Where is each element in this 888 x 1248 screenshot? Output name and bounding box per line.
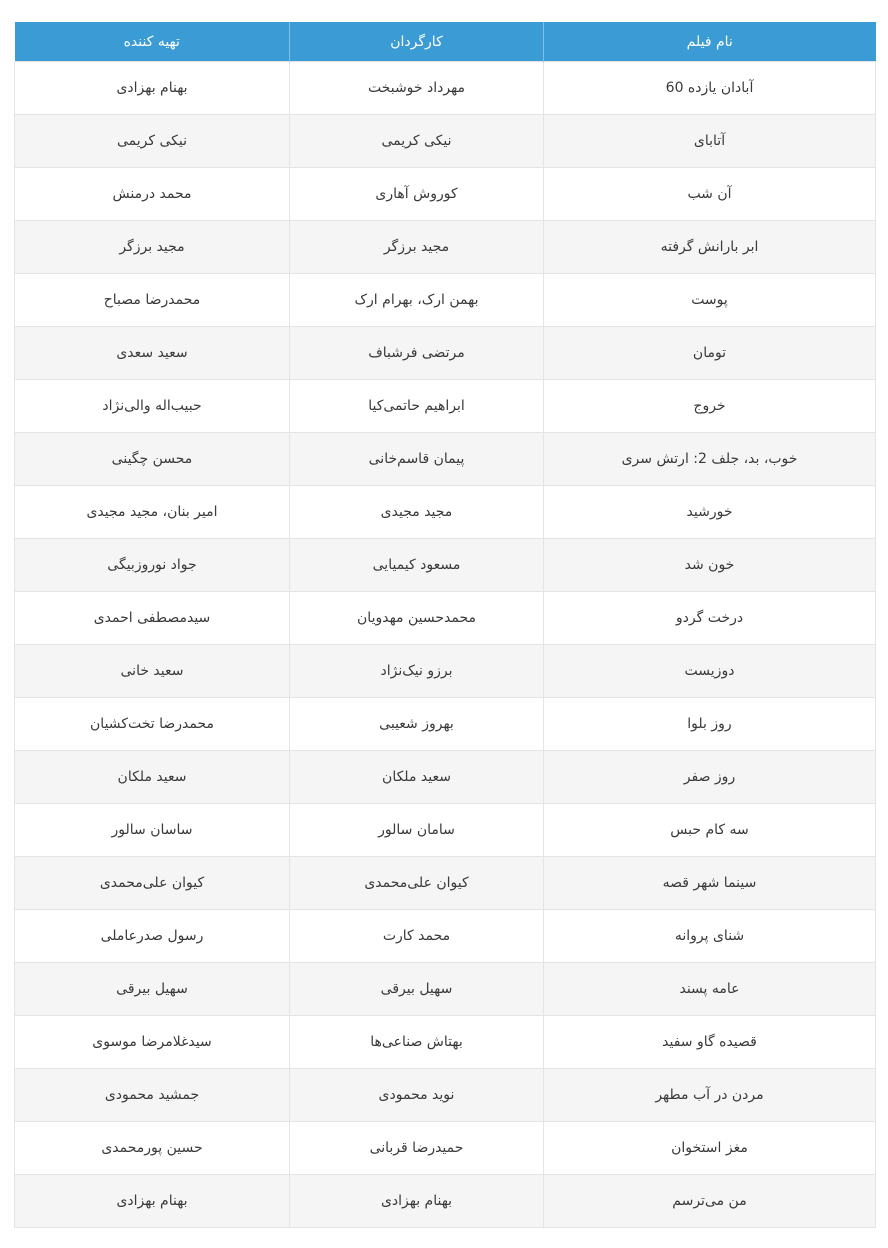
table-row bbox=[15, 168, 876, 221]
table-row bbox=[15, 62, 876, 115]
cell-producer: بهنام بهزادی bbox=[15, 1175, 290, 1228]
cell-director: نوید محمودی bbox=[290, 1069, 544, 1122]
cell-film: خروج bbox=[544, 380, 876, 433]
cell-film: آبادان یازده 60 bbox=[544, 62, 876, 115]
table-row bbox=[15, 380, 876, 433]
cell-director: برزو نیک‌نژاد bbox=[290, 645, 544, 698]
cell-film: خوب، بد، جلف 2: ارتش سری bbox=[544, 433, 876, 486]
cell-producer: بهنام بهزادی bbox=[15, 62, 290, 115]
cell-director: محمد کارت bbox=[290, 910, 544, 963]
cell-producer: محسن چگینی bbox=[15, 433, 290, 486]
cell-director: مسعود کیمیایی bbox=[290, 539, 544, 592]
cell-director: ابراهیم حاتمی‌کیا bbox=[290, 380, 544, 433]
cell-director: محمدحسین مهدویان bbox=[290, 592, 544, 645]
cell-film: خون شد bbox=[544, 539, 876, 592]
cell-director: کوروش آهاری bbox=[290, 168, 544, 221]
cell-film: آن شب bbox=[544, 168, 876, 221]
cell-film: خورشید bbox=[544, 486, 876, 539]
cell-film: مردن در آب مطهر bbox=[544, 1069, 876, 1122]
header-row bbox=[15, 22, 876, 62]
cell-film: تومان bbox=[544, 327, 876, 380]
table-row bbox=[15, 433, 876, 486]
cell-producer: رسول صدرعاملی bbox=[15, 910, 290, 963]
cell-director: بهروز شعیبی bbox=[290, 698, 544, 751]
cell-director: مجید مجیدی bbox=[290, 486, 544, 539]
table-row bbox=[15, 221, 876, 274]
cell-producer: نیکی کریمی bbox=[15, 115, 290, 168]
table-row bbox=[15, 115, 876, 168]
cell-director: سعید ملکان bbox=[290, 751, 544, 804]
cell-director: بهتاش صناعی‌ها bbox=[290, 1016, 544, 1069]
cell-producer: سعید سعدی bbox=[15, 327, 290, 380]
cell-producer: جمشید محمودی bbox=[15, 1069, 290, 1122]
table-row bbox=[15, 751, 876, 804]
table-row bbox=[15, 1122, 876, 1175]
cell-producer: محمدرضا تخت‌کشیان bbox=[15, 698, 290, 751]
cell-director: نیکی کریمی bbox=[290, 115, 544, 168]
table-row bbox=[15, 274, 876, 327]
table-row bbox=[15, 486, 876, 539]
cell-film: پوست bbox=[544, 274, 876, 327]
cell-director: سامان سالور bbox=[290, 804, 544, 857]
table-row bbox=[15, 1175, 876, 1228]
cell-film: آتابای bbox=[544, 115, 876, 168]
cell-director: پیمان قاسم‌خانی bbox=[290, 433, 544, 486]
cell-director: بهمن ارک، بهرام ارک bbox=[290, 274, 544, 327]
cell-producer: حسین پورمحمدی bbox=[15, 1122, 290, 1175]
cell-film: ابر بارانش گرفته bbox=[544, 221, 876, 274]
table-row bbox=[15, 327, 876, 380]
cell-producer: کیوان علی‌محمدی bbox=[15, 857, 290, 910]
table-row bbox=[15, 804, 876, 857]
cell-film: سینما شهر قصه bbox=[544, 857, 876, 910]
table-row bbox=[15, 910, 876, 963]
cell-director: مرتضی فرشباف bbox=[290, 327, 544, 380]
cell-film: قصیده گاو سفید bbox=[544, 1016, 876, 1069]
cell-film: من می‌ترسم bbox=[544, 1175, 876, 1228]
film-table bbox=[14, 22, 876, 1228]
cell-producer: ساسان سالور bbox=[15, 804, 290, 857]
table-row bbox=[15, 539, 876, 592]
cell-producer: جواد نوروزبیگی bbox=[15, 539, 290, 592]
cell-producer: محمدرضا مصباح bbox=[15, 274, 290, 327]
cell-producer: سعید خانی bbox=[15, 645, 290, 698]
table-row bbox=[15, 857, 876, 910]
cell-film: مغز استخوان bbox=[544, 1122, 876, 1175]
cell-film: شنای پروانه bbox=[544, 910, 876, 963]
table-row bbox=[15, 1069, 876, 1122]
cell-film: دوزیست bbox=[544, 645, 876, 698]
cell-producer: امیر بنان، مجید مجیدی bbox=[15, 486, 290, 539]
cell-director: بهنام بهزادی bbox=[290, 1175, 544, 1228]
cell-producer: مجید برزگر bbox=[15, 221, 290, 274]
header-film: نام فیلم bbox=[544, 22, 876, 62]
cell-film: روز صفر bbox=[544, 751, 876, 804]
cell-film: سه کام حبس bbox=[544, 804, 876, 857]
cell-director: کیوان علی‌محمدی bbox=[290, 857, 544, 910]
table-header bbox=[15, 22, 876, 62]
cell-producer: سهیل بیرقی bbox=[15, 963, 290, 1016]
cell-producer: سعید ملکان bbox=[15, 751, 290, 804]
table-row bbox=[15, 963, 876, 1016]
cell-producer: حبیب‌اله والی‌نژاد bbox=[15, 380, 290, 433]
cell-producer: محمد درمنش bbox=[15, 168, 290, 221]
table-body bbox=[15, 62, 876, 1228]
table-row bbox=[15, 592, 876, 645]
header-producer: تهیه کننده bbox=[15, 22, 290, 62]
table-row bbox=[15, 645, 876, 698]
table-row bbox=[15, 1016, 876, 1069]
cell-director: مجید برزگر bbox=[290, 221, 544, 274]
cell-film: روز بلوا bbox=[544, 698, 876, 751]
cell-film: عامه پسند bbox=[544, 963, 876, 1016]
cell-film: درخت گردو bbox=[544, 592, 876, 645]
film-table-container bbox=[14, 22, 875, 1228]
cell-director: مهرداد خوشبخت bbox=[290, 62, 544, 115]
cell-producer: سیدمصطفی احمدی bbox=[15, 592, 290, 645]
cell-director: سهیل بیرقی bbox=[290, 963, 544, 1016]
cell-director: حمیدرضا قربانی bbox=[290, 1122, 544, 1175]
table-row bbox=[15, 698, 876, 751]
header-director: کارگردان bbox=[290, 22, 544, 62]
cell-producer: سیدغلامرضا موسوی bbox=[15, 1016, 290, 1069]
